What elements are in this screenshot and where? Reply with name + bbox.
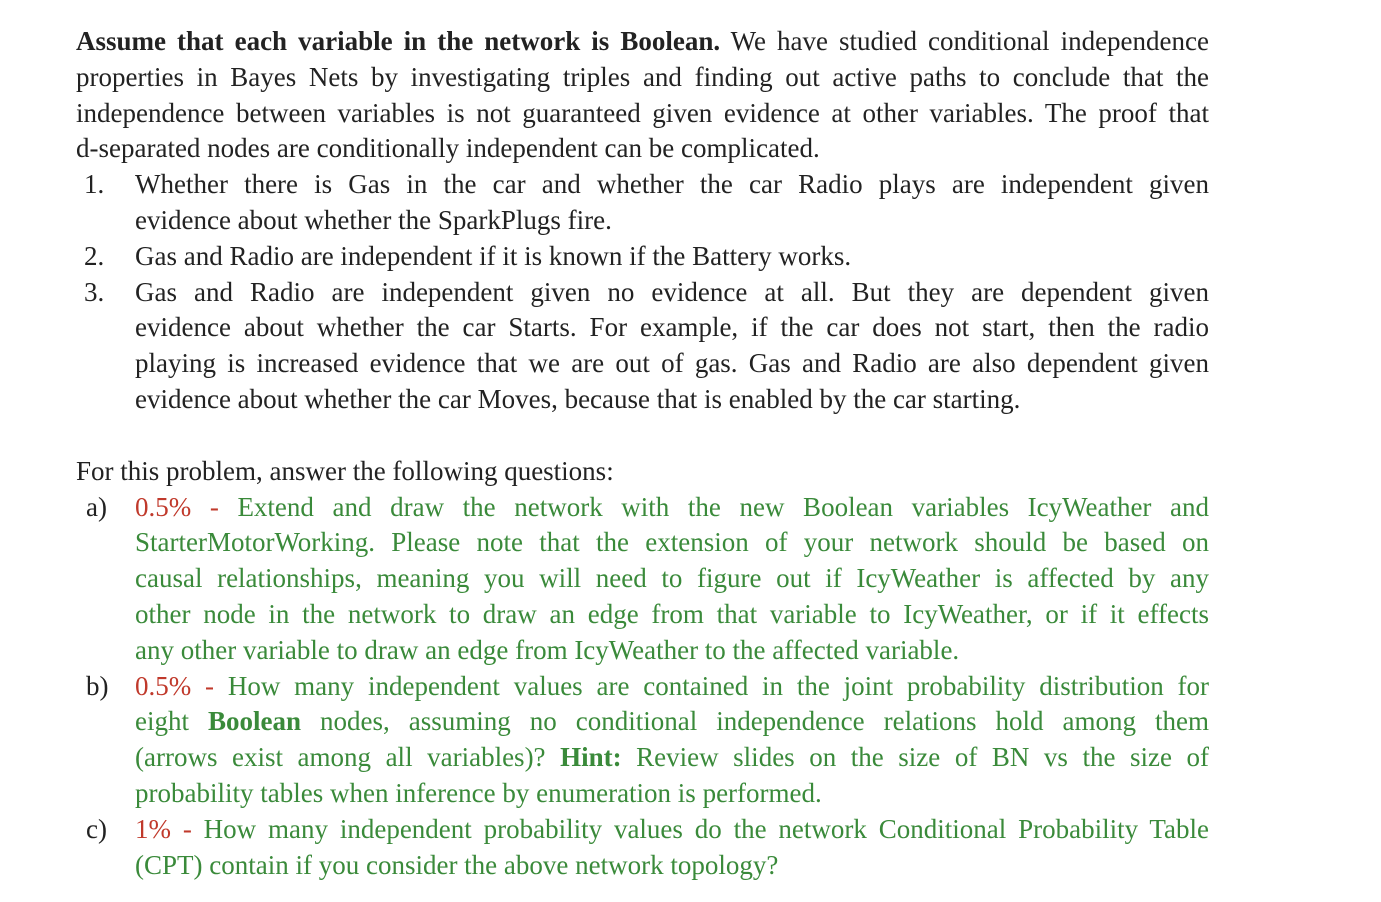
hint-label: Hint: — [560, 742, 622, 773]
question-line: StarterMotorWorking. Please note that the extension of your network should be based on — [135, 527, 1209, 558]
fact-number: 2. — [84, 240, 105, 271]
question-letter: b) — [86, 670, 109, 701]
question-weight: 0.5% - — [135, 670, 215, 701]
question-b — [76, 669, 1209, 812]
fact-item-2 — [76, 239, 1209, 275]
fact-line: playing is increased evidence that we are out of gas. Gas and Radio are also dependent given — [135, 348, 1209, 379]
questions-prompt: For this problem, answer the following questions: — [76, 455, 614, 486]
question-line: 0.5% - Extend and draw the network with the new Boolean variables IcyWeather and — [135, 491, 1210, 522]
boolean-emphasis: Boolean — [208, 706, 302, 737]
question-weight: 0.5% - — [135, 491, 219, 522]
question-a — [76, 490, 1209, 669]
question-letter: a) — [86, 491, 107, 522]
fact-line: Gas and Radio are independent given no evidence at all. But they are dependent given — [135, 276, 1209, 307]
section-spacer — [76, 418, 1209, 454]
questions-list — [76, 490, 1209, 884]
intro-line-2: properties in Bayes Nets by investigating triples and finding out active paths to conclude that the — [76, 61, 1209, 92]
fact-line: Gas and Radio are independent if it is known if the Battery works. — [135, 240, 852, 271]
fact-line: evidence about whether the SparkPlugs fire. — [135, 204, 612, 235]
question-line: causal relationships, meaning you will need to figure out if IcyWeather is affected by any — [135, 563, 1209, 594]
question-line: other node in the network to draw an edge from that variable to IcyWeather, or if it effects — [135, 598, 1209, 629]
intro-paragraph — [76, 24, 1209, 167]
question-weight: 1% - — [135, 813, 192, 844]
question-line: eight Boolean nodes, assuming no conditional independence relations hold among them — [135, 706, 1210, 737]
facts-list — [76, 167, 1209, 418]
intro-line-4: d-separated nodes are conditionally independent can be complicated. — [76, 133, 820, 164]
intro-line-1: Assume that each variable in the network is Boolean. We have studied conditional independence — [76, 26, 1209, 56]
fact-number: 3. — [84, 276, 105, 307]
question-letter: c) — [86, 813, 107, 844]
question-line: 1% - How many independent probability values do the network Conditional Probability Table — [135, 813, 1209, 844]
question-line: any other variable to draw an edge from IcyWeather to the affected variable. — [135, 634, 960, 665]
intro-line-3: independence between variables is not guaranteed given evidence at other variables. The proof that — [76, 97, 1209, 128]
fact-line: Whether there is Gas in the car and whether the car Radio plays are independent given — [135, 169, 1209, 200]
question-line: (arrows exist among all variables)? Hint: Review slides on the size of BN vs the size of — [135, 742, 1210, 773]
question-c — [76, 812, 1209, 884]
fact-item-3 — [76, 275, 1209, 418]
question-line: 0.5% - How many independent values are contained in the joint probability distribution for — [135, 670, 1210, 701]
fact-number: 1. — [84, 169, 105, 200]
intro-bold-statement: Assume that each variable in the network is Boolean. — [76, 26, 721, 56]
assignment-page — [76, 24, 1209, 883]
fact-line: evidence about whether the car Moves, because that is enabled by the car starting. — [135, 383, 1021, 414]
question-line: (CPT) contain if you consider the above network topology? — [135, 849, 779, 880]
fact-item-1 — [76, 167, 1209, 239]
fact-line: evidence about whether the car Starts. For example, if the car does not start, then the radio — [135, 312, 1209, 343]
question-line: probability tables when inference by enumeration is performed. — [135, 777, 822, 808]
